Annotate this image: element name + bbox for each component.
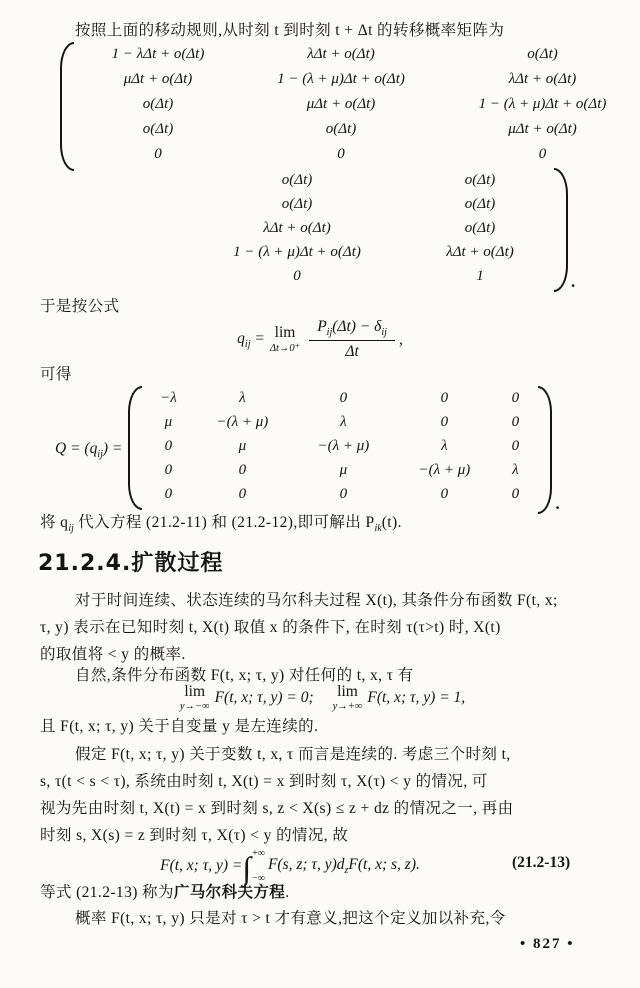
q-matrix-left-paren <box>128 386 142 510</box>
limit-body-1: F(t, x; τ, y) = 0; <box>214 689 314 707</box>
matrix-cell: o(Δt) <box>325 121 357 137</box>
matrix-cell: 0 <box>164 461 173 478</box>
para3-line1: 假定 F(t, x; τ, y) 关于变数 t, x, τ 而言是连续的. 考虑三个时刻 t, <box>75 746 511 763</box>
para3-line3: 视为先由时刻 t, X(t) = x 到时刻 s, z < X(s) ≤ z + dz 的情况之一, 再由 <box>40 800 514 817</box>
formula-comma: , <box>398 330 403 348</box>
transition-matrix-grid2 <box>188 168 554 292</box>
matrix-cell: 0 <box>238 461 247 478</box>
matrix-cell: o(Δt) <box>142 121 174 137</box>
q-matrix-period: . <box>555 494 560 513</box>
matrix-cell: 0 <box>164 437 173 454</box>
matrix-cell: λ <box>340 413 347 430</box>
matrix-cell: μΔt + o(Δt) <box>508 121 577 137</box>
matrix-cell: 0 <box>238 485 247 502</box>
para4-line: 等式 (21.2-13) 称为广马尔科夫方程. <box>40 884 290 901</box>
q-matrix-right-paren <box>538 386 552 514</box>
matrix-cell: −(λ + μ) <box>216 413 269 430</box>
eq13-integrand: F(s, z; τ, $y)d_zF(t$, x; s, z). <box>267 855 420 877</box>
matrix-cell: 0 <box>339 389 348 406</box>
matrix-cell: λ <box>239 389 246 406</box>
para2-close: 且 F(t, x; τ, y) 关于自变量 y 是左连续的. <box>40 718 319 735</box>
matrix-left-paren <box>60 42 74 171</box>
para5-line: 概率 F(t, x; τ, y) 只是对 τ > t 才有意义,把这个定义加以补充,令 <box>75 910 506 927</box>
matrix-cell: μΔt + o(Δt) <box>123 71 193 87</box>
matrix-cell: 0 <box>440 485 449 502</box>
matrix-cell: 0 <box>538 146 547 162</box>
para1-line2: τ, y) 表示在已知时刻 t, X(t) 取值 x 的条件下, 在时刻 τ(τ>t) 时, X(t) <box>40 619 501 636</box>
matrix-cell: λΔt + o(Δt) <box>508 71 577 87</box>
intro-line: 按照上面的移动规则,从时刻 t 到时刻 t + Δt 的转移概率矩阵为 <box>75 22 505 39</box>
integral-limits: +∞ −∞ <box>252 848 265 884</box>
matrix-cell: 0 <box>511 437 520 454</box>
equation-name-bold: 广马尔科夫方程 <box>173 884 286 901</box>
matrix-cell: μ <box>164 413 173 430</box>
q-matrix-lhs: $Q = (q_{ij})$ = <box>55 439 123 461</box>
matrix-cell: 0 <box>511 389 520 406</box>
matrix-cell: μ <box>238 437 247 454</box>
transition-matrix-grid1 <box>74 42 640 171</box>
then-line: 于是按公式 <box>40 298 120 315</box>
matrix-cell: λ <box>512 461 519 478</box>
matrix-cell: 0 <box>440 389 449 406</box>
matrix-cell: −(λ + μ) <box>418 461 471 478</box>
section-number: 21.2.4. <box>38 551 132 576</box>
matrix-cell: 1 − (λ + μ)Δt + o(Δt) <box>277 71 405 87</box>
matrix-cell: λΔt + o(Δt) <box>263 219 331 236</box>
transition-matrix-block1 <box>60 42 640 171</box>
page-number: • 827 • <box>520 936 575 952</box>
para2-intro: 自然,条件分布函数 F(t, x; τ, y) 对任何的 t, x, τ 有 <box>75 667 414 684</box>
fraction-denominator: Δt <box>345 343 359 361</box>
fraction <box>309 318 395 361</box>
limit-operator: lim y→+∞ <box>332 683 363 713</box>
matrix-right-paren <box>554 168 568 292</box>
matrix-cell: −(λ + μ) <box>317 437 370 454</box>
matrix-cell: 1 <box>476 267 484 284</box>
transition-matrix-block2 <box>188 168 575 292</box>
matrix-cell: 1 − (λ + μ)Δt + o(Δt) <box>233 243 361 260</box>
matrix-cell: o(Δt) <box>464 195 496 212</box>
matrix-cell: 0 <box>154 146 162 162</box>
integral-sign: ∫ <box>242 850 252 886</box>
para1-line3: 的取值将 < y 的概率. <box>40 646 186 663</box>
matrix-cell: λΔt + o(Δt) <box>446 243 514 260</box>
para3-line4: 时刻 s, X(s) = z 到时刻 τ, X(τ) < y 的情况, 故 <box>40 827 349 844</box>
matrix-cell: 0 <box>511 485 520 502</box>
matrix-cell: 0 <box>164 485 173 502</box>
limit-body-2: F(t, x; τ, y) = 1, <box>367 689 466 707</box>
subst-line: 将 $q_{ij}$ 代入方程 (21.2-11) 和 (21.2-12),即可解出 $P_{ik}(t)$. <box>40 514 402 535</box>
matrix-cell: λΔt + o(Δt) <box>307 46 375 62</box>
matrix-cell: −λ <box>160 389 177 406</box>
matrix-cell: 0 <box>511 413 520 430</box>
matrix-cell: 1 − (λ + μ)Δt + o(Δt) <box>478 96 607 112</box>
q-matrix <box>55 386 560 514</box>
limit-operator: lim Δt→0⁺ <box>269 324 301 354</box>
qij-limit-formula <box>0 318 640 361</box>
matrix-cell: μ <box>339 461 348 478</box>
matrix-cell: 0 <box>440 413 449 430</box>
para1-line1: 对于时间连续、状态连续的马尔科夫过程 X(t), 其条件分布函数 F(t, x; <box>75 592 558 609</box>
matrix-cell: 1 − λΔt + o(Δt) <box>111 46 205 62</box>
matrix-cell: o(Δt) <box>281 195 313 212</box>
limits-formula <box>0 684 640 712</box>
q-matrix-grid <box>142 386 538 514</box>
matrix-cell: o(Δt) <box>464 219 496 236</box>
section-heading <box>38 546 223 577</box>
eq13-lhs: F(t, x; τ, y) = <box>160 857 243 874</box>
get-line: 可得 <box>40 366 72 383</box>
matrix-cell: o(Δt) <box>142 96 174 112</box>
qij-lhs: $q_{ij}$ = <box>237 329 265 350</box>
matrix-cell: 0 <box>339 485 348 502</box>
matrix-cell: o(Δt) <box>464 171 496 188</box>
equation-number: (21.2-13) <box>512 854 571 871</box>
matrix-cell: λ <box>441 437 448 454</box>
matrix-cell: o(Δt) <box>527 46 558 62</box>
matrix-cell: μΔt + o(Δt) <box>306 96 376 112</box>
section-title: 扩散过程 <box>131 551 224 576</box>
matrix-period: . <box>571 272 576 291</box>
matrix-cell: 0 <box>293 267 301 284</box>
fraction-numerator: $P_{ij}(\Delta t) - \delta_{ij}$ <box>309 318 395 341</box>
limit-operator: lim y→−∞ <box>179 683 210 713</box>
para3-line2: s, τ(t < s < τ), 系统由时刻 t, X(t) = x 到时刻 τ, X(τ) < y 的情况, 可 <box>40 773 488 790</box>
matrix-cell: 0 <box>337 146 345 162</box>
matrix-cell: o(Δt) <box>281 171 313 188</box>
